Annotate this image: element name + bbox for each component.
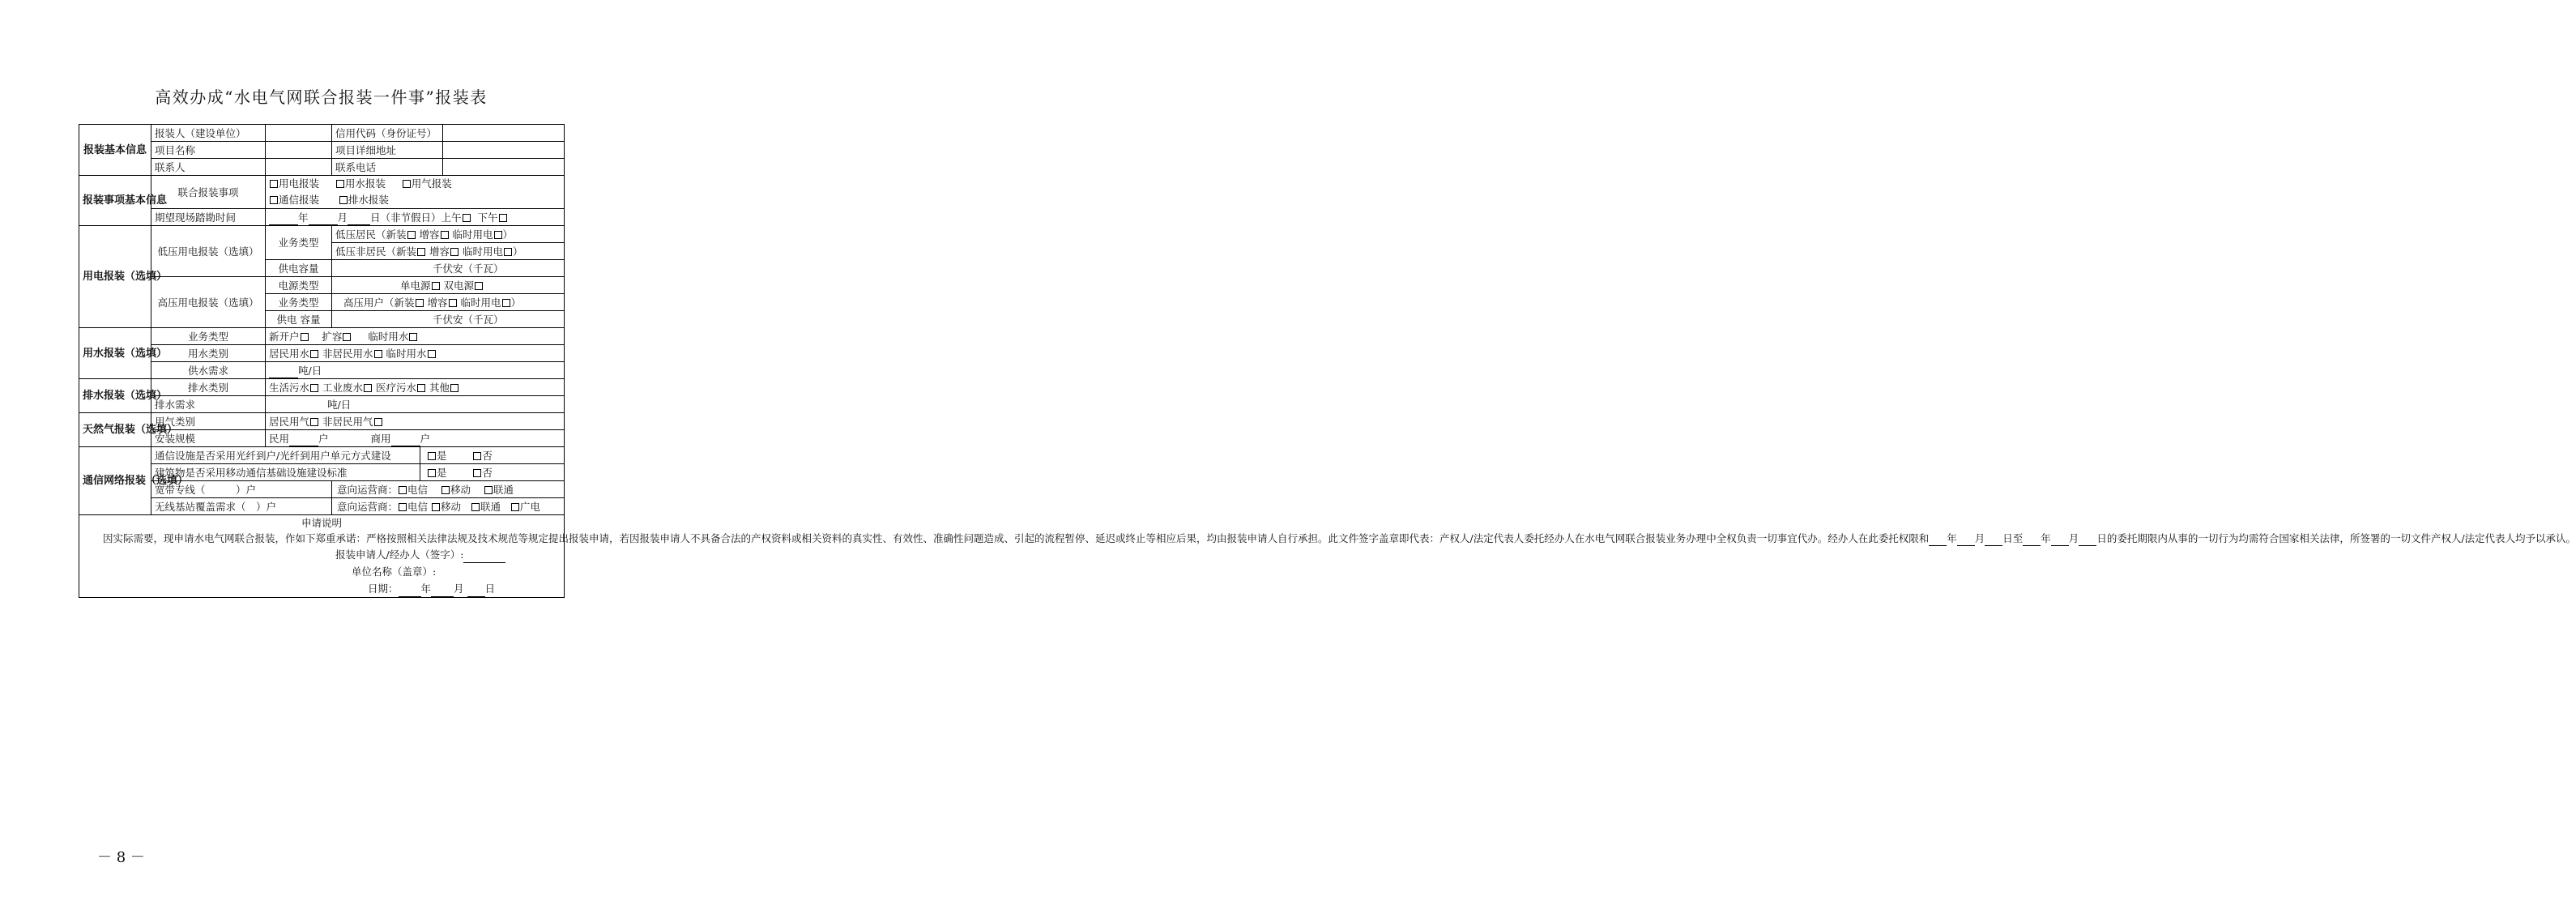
high-business-type-label: 业务类型 — [266, 294, 332, 311]
notes-month-to-blank[interactable] — [2051, 534, 2069, 546]
unit-seal-line: 单位名称（盖章）: — [352, 565, 437, 578]
checkbox-low-res-temp[interactable] — [494, 231, 502, 239]
signer-blank[interactable] — [463, 551, 505, 563]
water-class-options: 居民用水 非居民用水 临时用水 — [266, 345, 565, 362]
checkbox-gas-nonresidential[interactable] — [374, 418, 382, 426]
visit-month-blank[interactable] — [309, 213, 338, 225]
page-title: 高效办成“水电气网联合报装一件事”报装表 — [155, 87, 488, 107]
date-day-blank[interactable] — [467, 585, 485, 597]
checkbox-low-res-expand[interactable] — [441, 231, 449, 239]
broadband-demand: 宽带专线（ ）户 — [151, 481, 332, 498]
joint-items-options: 用电报装 用水报装 用气报装 通信报装 排水报装 — [266, 176, 565, 209]
mobile-standard-question: 建筑物是否采用移动通信基础设施建设标准 — [151, 464, 420, 481]
applicant-value[interactable] — [266, 125, 332, 142]
signer-line: 报装申请人/经办人（签字）: — [83, 546, 561, 563]
checkbox-bs-cable[interactable] — [511, 503, 519, 511]
checkbox-bs-telecom[interactable] — [399, 503, 407, 511]
contact-value[interactable] — [266, 159, 332, 176]
high-user-row: 高压用户（新装 增容 临时用电 ） — [332, 294, 565, 311]
low-voltage-label: 低压用电报装（选填） — [151, 226, 266, 277]
notes-paragraph: 因实际需要，现申请水电气网联合报装，作如下郑重承诺：严格按照相关法律法规及技术规范等规定提出报装申请，若因报装申请人不具备合法的产权资料或相关资料的真实性、有效性、准确性问题造成、引起的流程暂停、延迟或终止等相应后果，均由报装申请人自行承担。此文件签字盖章即代表：产权人/法定代表人委托经办人在水电气网联合报装业务办理中全权负责一切事宜代办。经办人在此委托权限和 年 月 日至 年 月 日的委托期限内从事的一切行为均需符合国家相关法律，所签署的一切文件产权人/法定代表人均予以承认。 — [103, 532, 2576, 544]
application-notes — [79, 515, 2576, 598]
checkbox-low-nonres-new[interactable] — [417, 248, 425, 256]
drain-demand-label: 排水需求 — [151, 396, 266, 413]
checkbox-low-nonres-temp[interactable] — [504, 248, 512, 256]
commercial-households-blank[interactable] — [391, 434, 420, 446]
mobile-standard-answer: 是 否 — [420, 464, 565, 481]
civil-households-blank[interactable] — [289, 434, 318, 446]
page-number: － 8 － — [97, 849, 145, 866]
project-name-value[interactable] — [266, 142, 332, 159]
checkbox-power[interactable] — [270, 180, 278, 188]
water-demand-value: 吨/日 — [266, 362, 565, 379]
section-items-info: 报装事项基本信息 — [79, 176, 151, 226]
low-business-type-label: 业务类型 — [266, 226, 332, 260]
checkbox-bs-mobile[interactable] — [432, 503, 440, 511]
gas-class-options: 居民用气 非居民用气 — [266, 413, 565, 430]
section-drainage: 排水报装（选填） — [79, 379, 151, 413]
water-class-label: 用水类别 — [151, 345, 266, 362]
water-demand-blank[interactable] — [269, 366, 298, 378]
section-power: 用电报装（选填） — [79, 226, 151, 328]
phone-value[interactable] — [443, 159, 565, 176]
checkbox-drain[interactable] — [339, 196, 348, 204]
checkbox-telecom[interactable] — [270, 196, 278, 204]
low-capacity-value: 千伏安（千瓦） — [332, 260, 565, 277]
drain-class-options: 生活污水 工业废水 医疗污水 其他 — [266, 379, 565, 396]
source-type-options: 单电源 双电源 — [332, 277, 565, 294]
checkbox-bb-unicom[interactable] — [484, 486, 493, 494]
credit-code-value[interactable] — [443, 125, 565, 142]
checkbox-dual-source[interactable] — [475, 282, 483, 290]
install-scale-value: 民用 户 商用 户 — [266, 430, 565, 447]
low-residential-row: 低压居民（新装 增容 临时用电 ） — [332, 226, 565, 243]
low-nonresidential-row: 低压非居民（新装 增容 临时用电 ） — [332, 243, 565, 260]
high-voltage-label: 高压用电报装（选填） — [151, 277, 266, 328]
checkbox-water-expand[interactable] — [343, 333, 351, 341]
checkbox-drain-industrial[interactable] — [364, 384, 372, 392]
scale-spacer — [329, 435, 371, 446]
phone-label: 联系电话 — [332, 159, 443, 176]
notes-heading: 申请说明 — [301, 517, 342, 529]
project-address-label: 项目详细地址 — [332, 142, 443, 159]
project-name-label: 项目名称 — [151, 142, 266, 159]
checkbox-pm[interactable] — [499, 214, 507, 222]
checkbox-water-nonresidential[interactable] — [374, 350, 382, 358]
drain-class-label: 排水类别 — [151, 379, 266, 396]
notes-day-from-blank[interactable] — [1985, 534, 2002, 546]
checkbox-water-temp-use[interactable] — [428, 350, 436, 358]
visit-time-value: 年 月 日（非节假日）上午 下午 — [266, 209, 565, 226]
water-business-type-label: 业务类型 — [151, 328, 266, 345]
drain-demand-value: 吨/日 — [266, 396, 565, 413]
joint-items-label: 联合报装事项 — [151, 176, 266, 209]
checkbox-mobile-std-yes[interactable] — [428, 469, 436, 477]
gas-class-label: 用气类别 — [151, 413, 266, 430]
checkbox-bb-telecom[interactable] — [399, 486, 407, 494]
notes-year-to-blank[interactable] — [2023, 534, 2041, 546]
checkbox-gas[interactable] — [403, 180, 411, 188]
checkbox-high-expand[interactable] — [449, 299, 457, 307]
fiber-question: 通信设施是否采用光纤到户/光纤到用户单元方式建设 — [151, 447, 420, 464]
checkbox-water-temp[interactable] — [409, 333, 417, 341]
checkbox-water[interactable] — [336, 180, 344, 188]
section-telecom: 通信网络报装（选填） — [79, 447, 151, 515]
contact-label: 联系人 — [151, 159, 266, 176]
applicant-label: 报装人（建设单位） — [151, 125, 266, 142]
water-demand-label: 供水需求 — [151, 362, 266, 379]
notes-day-to-blank[interactable] — [2079, 534, 2096, 546]
section-basic-info: 报装基本信息 — [79, 125, 151, 176]
credit-code-label: 信用代码（身份证号） — [332, 125, 443, 142]
checkbox-drain-domestic[interactable] — [310, 384, 318, 392]
water-business-options: 新开户 扩容 临时用水 — [266, 328, 565, 345]
install-scale-label: 安装规模 — [151, 430, 266, 447]
checkbox-fiber-no[interactable] — [473, 452, 481, 460]
checkbox-gas-residential[interactable] — [310, 418, 318, 426]
date-month-blank[interactable] — [431, 585, 454, 597]
checkbox-low-res-new[interactable] — [407, 231, 416, 239]
low-capacity-label: 供电容量 — [266, 260, 332, 277]
section-gas: 天然气报装（选填） — [79, 413, 151, 447]
checkbox-drain-medical[interactable] — [417, 384, 425, 392]
application-form-table — [79, 124, 2576, 598]
date-line: 日期： 年 月 日 — [83, 580, 561, 597]
checkbox-single-source[interactable] — [432, 282, 440, 290]
broadband-operator: 意向运营商： 电信 移动 联通 — [332, 481, 565, 498]
source-type-label: 电源类型 — [266, 277, 332, 294]
checkbox-low-nonres-expand[interactable] — [450, 248, 458, 256]
checkbox-water-residential[interactable] — [310, 350, 318, 358]
project-address-value[interactable] — [443, 142, 565, 159]
visit-day-blank[interactable] — [348, 213, 370, 225]
checkbox-high-temp[interactable] — [502, 299, 510, 307]
checkbox-am[interactable] — [463, 214, 471, 222]
base-station-demand: 无线基站覆盖需求（ ）户 — [151, 498, 332, 515]
checkbox-water-new[interactable] — [301, 333, 309, 341]
checkbox-bb-mobile[interactable] — [441, 486, 450, 494]
high-capacity-label: 供电 容量 — [266, 311, 332, 328]
visit-year-blank[interactable] — [269, 213, 298, 225]
checkbox-high-new[interactable] — [416, 299, 424, 307]
visit-time-label: 期望现场踏勘时间 — [151, 209, 266, 226]
notes-year-from-blank[interactable] — [1929, 534, 1947, 546]
checkbox-bs-unicom[interactable] — [471, 503, 480, 511]
checkbox-fiber-yes[interactable] — [428, 452, 436, 460]
date-year-blank[interactable] — [399, 585, 421, 597]
base-station-operator: 意向运营商： 电信 移动 联通 广电 — [332, 498, 565, 515]
checkbox-drain-other[interactable] — [450, 384, 458, 392]
section-water: 用水报装（选填） — [79, 328, 151, 379]
fiber-answer: 是 否 — [420, 447, 565, 464]
high-capacity-value: 千伏安（千瓦） — [332, 311, 565, 328]
notes-month-from-blank[interactable] — [1957, 534, 1975, 546]
checkbox-mobile-std-no[interactable] — [473, 469, 481, 477]
